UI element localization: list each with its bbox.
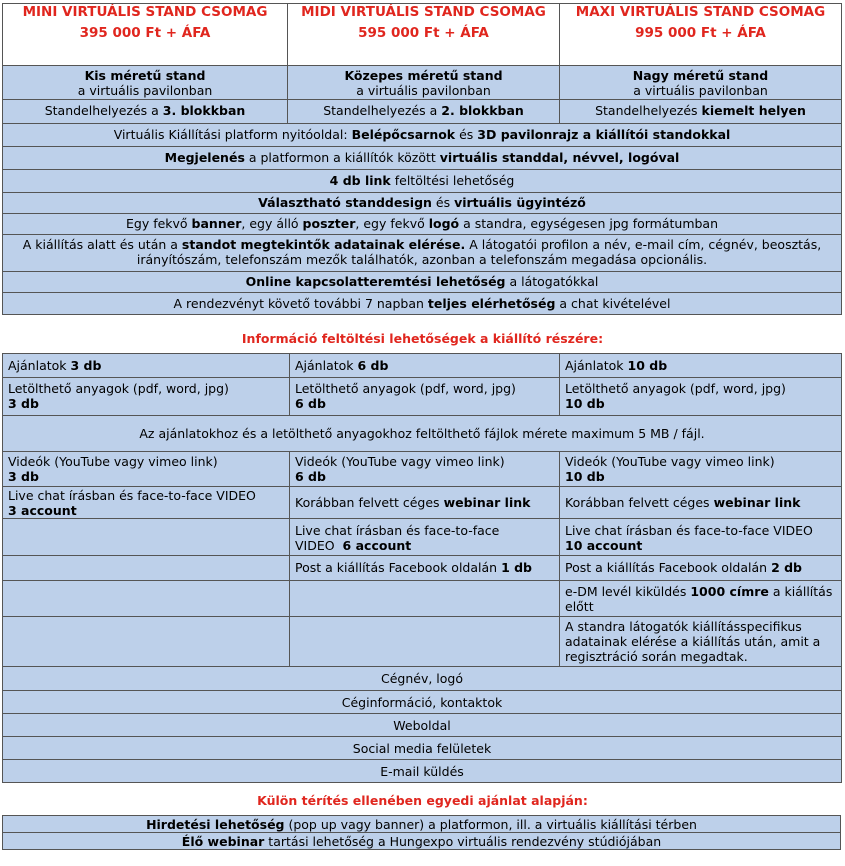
filesize-row: [3, 416, 842, 452]
extra-webinar-text: tartási lehetőség a Hungexpo virtuális rendezvény stúdiójában: [264, 834, 662, 849]
facebook-maxi-text: Post a kiállítás Facebook oldalán: [565, 560, 772, 575]
bottom-cell-company-name: Cégnév, logó: [3, 667, 842, 691]
visitor-data-maxi: A standra látogatók kiállításspecifikus adatainak elérése a kiállítás után, amit a regisztráció során megadtak.: [560, 617, 842, 667]
common-design-bold-2: virtuális ügyintéző: [454, 195, 586, 210]
edm-maxi-text: e-DM levél kiküldés: [565, 584, 691, 599]
facebook-empty-mini: [3, 556, 290, 581]
bottom-cell-social: Social media felületek: [3, 737, 842, 760]
facebook-midi: [290, 556, 560, 581]
videos-midi-label: Videók (YouTube vagy vimeo link): [295, 454, 505, 469]
facebook-row: [3, 556, 842, 581]
common-links-text: feltöltési lehetőség: [390, 173, 515, 188]
placement-mini-text: Standelhelyezés a: [44, 103, 163, 118]
common-media-banner: banner: [191, 216, 242, 231]
common-visitor-t2: A látogatói profilon a név, e-mail cím, cégnév, beosztás, irányítószám, telefonszám mezők találhatók, azonban a telefonszám megadása opcionális.: [136, 237, 822, 267]
stand-size-maxi-sub: a virtuális pavilonban: [633, 83, 768, 98]
downloads-midi-value: 6 db: [295, 396, 326, 411]
common-media-poster: poszter: [302, 216, 356, 231]
webinar-maxi: [560, 487, 842, 519]
common-design-bold-1: Választható standdesign: [258, 195, 432, 210]
offers-mini-label: Ajánlatok: [8, 358, 71, 373]
common-appearance-text: a platformon a kiállítók között: [244, 150, 440, 165]
visitor-empty-midi: [290, 617, 560, 667]
livechat-empty-mini: [3, 519, 290, 556]
package-table: [2, 3, 842, 315]
downloads-midi: [290, 378, 560, 416]
livechat-webinar-row: [3, 487, 842, 519]
extra-webinar-cell: [3, 833, 841, 850]
common-availability-bold: teljes elérhetőség: [427, 296, 556, 311]
extra-ads-cell: [3, 816, 841, 833]
extra-row-ads: [3, 816, 841, 833]
livechat-maxi-value: 10 account: [565, 538, 643, 553]
bottom-cell-website: Weboldal: [3, 714, 842, 737]
placement-mini: [3, 100, 288, 124]
package-midi-header: [288, 4, 560, 66]
extra-section-title: Külön térítés ellenében egyedi ajánlat alapján:: [257, 793, 588, 808]
common-platform-cell: [3, 124, 842, 147]
placement-maxi: [560, 100, 842, 124]
common-visitor-t1: A kiállítás alatt és után a: [22, 237, 182, 252]
livechat-midi: Live chat írásban és face-to-face VIDEO 6 account: [290, 519, 560, 556]
webinar-maxi-text: Korábban felvett céges: [565, 495, 714, 510]
placement-midi-bold: 2. blokkban: [441, 103, 524, 118]
edm-maxi-post: a kiállítás előtt: [565, 584, 833, 614]
livechat-mini: [3, 487, 290, 519]
package-midi-name: MIDI VIRTUÁLIS STAND CSOMAG: [301, 4, 546, 20]
facebook-midi-text: Post a kiállítás Facebook oldalán: [295, 560, 502, 575]
livechat-maxi: [560, 519, 842, 556]
common-row-availability: [3, 293, 842, 315]
offers-mini-value: 3 db: [70, 358, 102, 373]
downloads-maxi: [560, 378, 842, 416]
offers-row: [3, 354, 842, 378]
edm-maxi: [560, 581, 842, 617]
downloads-mini-value: 3 db: [8, 396, 39, 411]
common-row-design: [3, 193, 842, 214]
common-platform-and: és: [455, 127, 478, 142]
common-row-links: [3, 170, 842, 193]
common-links-bold: 4 db link: [329, 173, 391, 188]
extra-webinar-bold: Élő webinar: [181, 834, 265, 849]
extra-table: [2, 815, 841, 850]
package-midi-price: 595 000 Ft + ÁFA: [358, 25, 489, 41]
common-online-cell: [3, 272, 842, 293]
package-maxi-price: 995 000 Ft + ÁFA: [635, 25, 766, 41]
stand-size-midi-bold: Közepes méretű stand: [344, 68, 503, 83]
edm-empty-mini: [3, 581, 290, 617]
bottom-row-3: [3, 737, 842, 760]
common-appearance-bold-2: virtuális standdal, névvel, logóval: [439, 150, 680, 165]
common-media-t1: Egy fekvő: [125, 216, 192, 231]
facebook-midi-value: 1 db: [501, 560, 533, 575]
placement-mini-bold: 3. blokkban: [162, 103, 246, 118]
common-media-t4: a standra, egységesen jpg formátumban: [459, 216, 719, 231]
edm-maxi-bold: 1000 címre: [690, 584, 769, 599]
facebook-maxi-value: 2 db: [771, 560, 803, 575]
stand-size-mini: [3, 66, 288, 100]
common-media-t2: , egy álló: [241, 216, 303, 231]
bottom-row-2: [3, 714, 842, 737]
videos-mini-label: Videók (YouTube vagy vimeo link): [8, 454, 218, 469]
visitor-data-row: [3, 617, 842, 667]
facebook-maxi: [560, 556, 842, 581]
stand-size-mini-sub: a virtuális pavilonban: [77, 83, 213, 98]
upload-table: [2, 353, 842, 783]
bottom-row-0: [3, 667, 842, 691]
package-mini-header: [3, 4, 288, 66]
common-design-cell: [3, 193, 842, 214]
bottom-cell-company-info: Céginformáció, kontaktok: [3, 691, 842, 714]
edm-row: [3, 581, 842, 617]
common-platform-bold-1: Belépőcsarnok: [351, 127, 456, 142]
package-maxi-name: MAXI VIRTUÁLIS STAND CSOMAG: [575, 4, 826, 20]
livechat-mini-label: Live chat írásban és face-to-face VIDEO: [8, 488, 256, 503]
placement-row: [3, 100, 842, 124]
videos-maxi-value: 10 db: [565, 469, 605, 484]
stand-size-row: [3, 66, 842, 100]
common-online-bold: Online kapcsolatteremtési lehetőség: [245, 274, 506, 289]
downloads-mini: [3, 378, 290, 416]
offers-midi: [290, 354, 560, 378]
placement-midi-text: Standelhelyezés a: [323, 103, 442, 118]
common-online-text: a látogatókkal: [505, 274, 599, 289]
webinar-midi-text: Korábban felvett céges: [295, 495, 444, 510]
videos-row: [3, 452, 842, 487]
upload-section-title: Információ feltöltési lehetőségek a kiállító részére:: [241, 331, 604, 346]
package-header-row: [3, 4, 842, 66]
downloads-midi-label: Letölthető anyagok (pdf, word, jpg): [295, 381, 516, 396]
common-media-t3: , egy fekvő: [355, 216, 429, 231]
webinar-midi: [290, 487, 560, 519]
common-row-visitor-data: [3, 235, 842, 272]
common-visitor-bold: standot megtekintők adatainak elérése.: [181, 237, 466, 252]
common-availability-t1: A rendezvényt követő további 7 napban: [173, 296, 428, 311]
extra-ads-bold: Hirdetési lehetőség: [146, 817, 285, 832]
common-appearance-cell: [3, 147, 842, 170]
bottom-cell-email: E-mail küldés: [3, 760, 842, 783]
livechat-maxi-label: Live chat írásban és face-to-face VIDEO: [565, 523, 813, 538]
common-availability-t2: a chat kivételével: [555, 296, 671, 311]
bottom-row-4: [3, 760, 842, 783]
webinar-maxi-bold: webinar link: [713, 495, 801, 510]
common-availability-cell: [3, 293, 842, 315]
livechat-mini-value: 3 account: [8, 503, 77, 518]
livechat-midi-label: Live chat írásban és face-to-face: [295, 523, 500, 538]
common-media-logo: logó: [428, 216, 460, 231]
downloads-maxi-value: 10 db: [565, 396, 605, 411]
common-media-cell: [3, 214, 842, 235]
common-platform-text: Virtuális Kiállítási platform nyitóoldal:: [113, 127, 352, 142]
videos-midi: [290, 452, 560, 487]
package-mini-name: MINI VIRTUÁLIS STAND CSOMAG: [22, 4, 268, 20]
stand-size-mini-bold: Kis méretű stand: [84, 68, 206, 83]
common-visitor-cell: [3, 235, 842, 272]
downloads-mini-label: Letölthető anyagok (pdf, word, jpg): [8, 381, 229, 396]
livechat-midi-value: 6 account: [342, 538, 412, 553]
videos-mini-value: 3 db: [8, 469, 39, 484]
offers-maxi: [560, 354, 842, 378]
extra-row-webinar: [3, 833, 841, 850]
common-row-platform: [3, 124, 842, 147]
placement-maxi-text: Standelhelyezés: [595, 103, 702, 118]
common-row-media: [3, 214, 842, 235]
videos-maxi: [560, 452, 842, 487]
package-maxi-header: [560, 4, 842, 66]
edm-empty-midi: [290, 581, 560, 617]
offers-maxi-label: Ajánlatok: [565, 358, 628, 373]
downloads-maxi-label: Letölthető anyagok (pdf, word, jpg): [565, 381, 786, 396]
package-mini-price: 395 000 Ft + ÁFA: [79, 25, 211, 41]
stand-size-midi: [288, 66, 560, 100]
common-platform-bold-2: 3D pavilonrajz a kiállítói standokkal: [477, 127, 731, 142]
filesize-note: Az ajánlatokhoz és a letölthető anyagokhoz feltölthető fájlok mérete maximum 5 MB / fájl.: [3, 416, 842, 452]
webinar-midi-bold: webinar link: [443, 495, 531, 510]
stand-size-maxi: [560, 66, 842, 100]
placement-midi: [288, 100, 560, 124]
placement-maxi-bold: kiemelt helyen: [701, 103, 806, 118]
extra-ads-text: (pop up vagy banner) a platformon, ill. a virtuális kiállítási térben: [284, 817, 697, 832]
livechat-row: [3, 519, 842, 556]
common-row-appearance: [3, 147, 842, 170]
downloads-row: [3, 378, 842, 416]
stand-size-maxi-bold: Nagy méretű stand: [632, 68, 769, 83]
videos-mini: [3, 452, 290, 487]
offers-midi-value: 6 db: [357, 358, 389, 373]
stand-size-midi-sub: a virtuális pavilonban: [356, 83, 491, 98]
offers-maxi-value: 10 db: [627, 358, 668, 373]
common-row-online: [3, 272, 842, 293]
offers-midi-label: Ajánlatok: [295, 358, 358, 373]
common-design-and: és: [431, 195, 455, 210]
visitor-empty-mini: [3, 617, 290, 667]
common-links-cell: [3, 170, 842, 193]
bottom-row-1: [3, 691, 842, 714]
common-appearance-bold-1: Megjelenés: [164, 150, 245, 165]
videos-midi-value: 6 db: [295, 469, 326, 484]
offers-mini: [3, 354, 290, 378]
videos-maxi-label: Videók (YouTube vagy vimeo link): [565, 454, 775, 469]
